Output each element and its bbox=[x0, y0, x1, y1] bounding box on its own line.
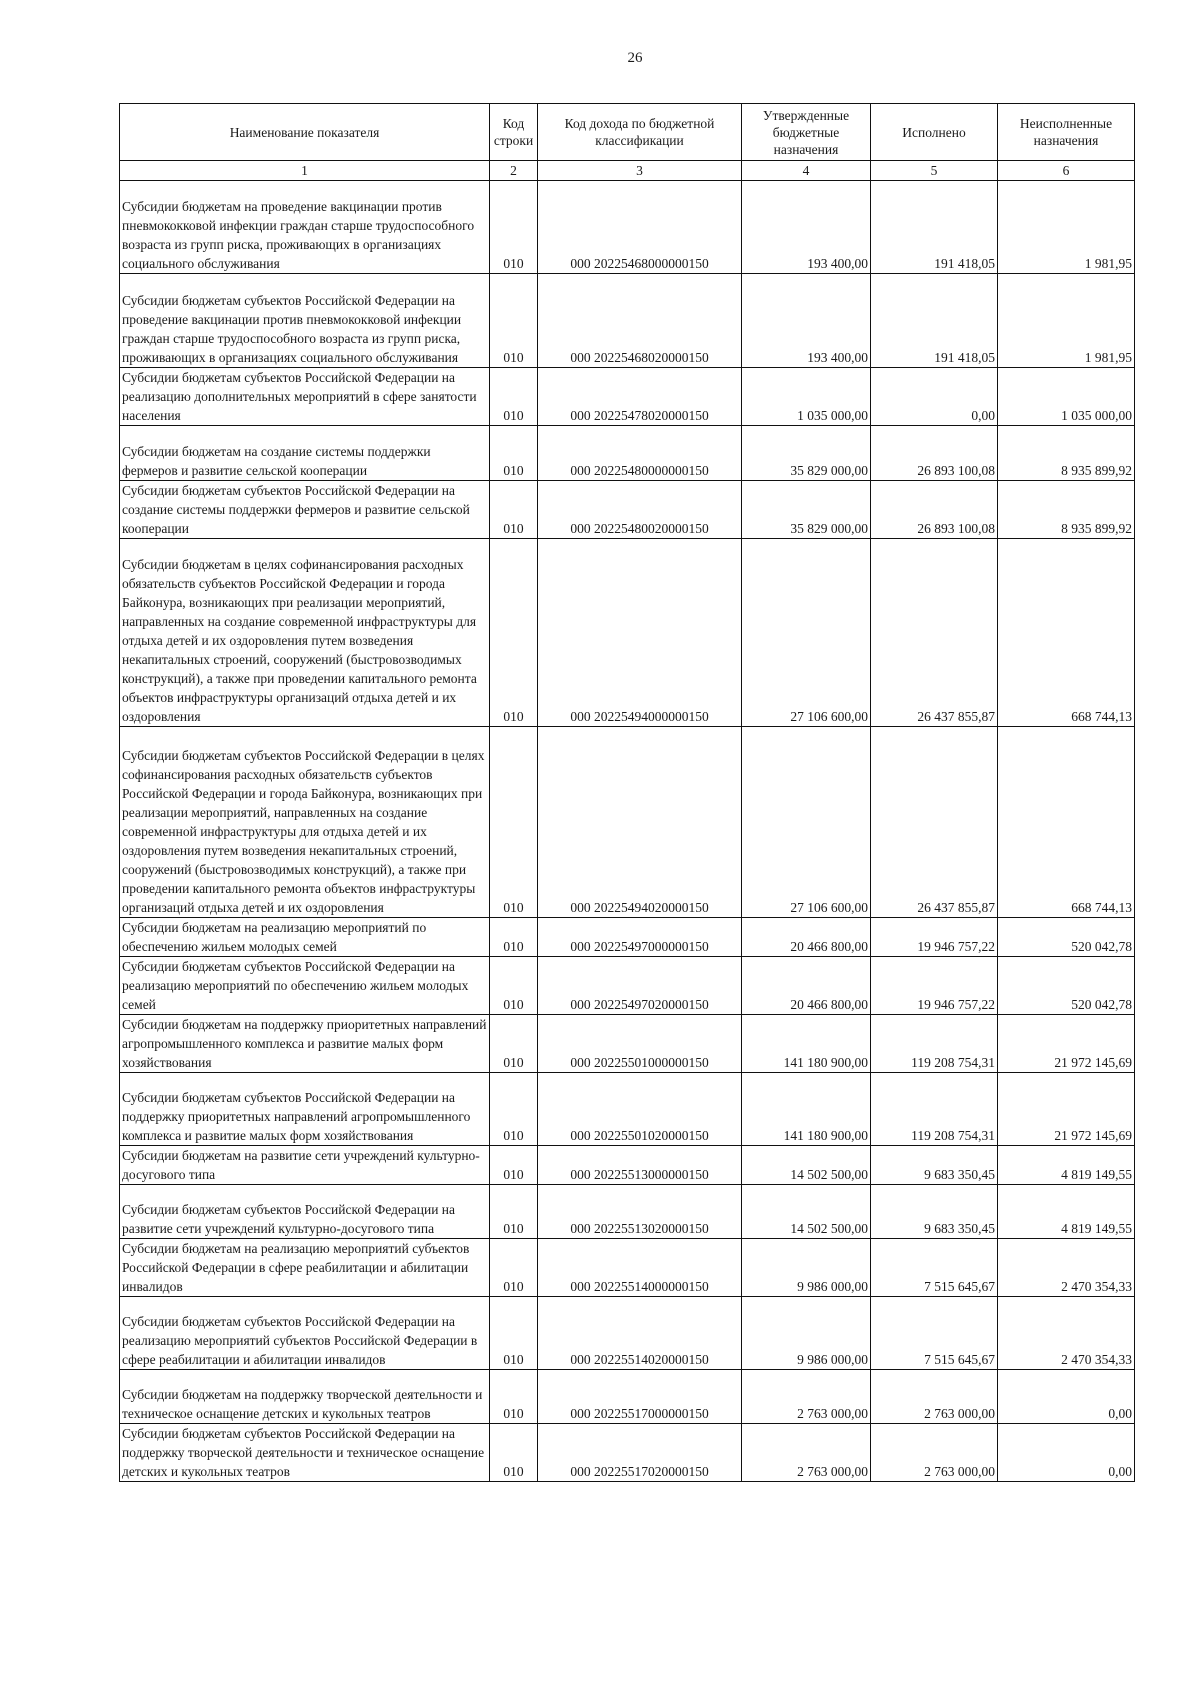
line-code: 010 bbox=[490, 1015, 538, 1073]
indicator-name: Субсидии бюджетам на поддержку приоритетных направлений агропромышленного комплекса и развитие малых форм хозяйствования bbox=[120, 1015, 490, 1073]
approved-amount: 35 829 000,00 bbox=[742, 481, 871, 539]
table-row bbox=[120, 957, 1135, 1015]
unexecuted-amount: 4 819 149,55 bbox=[998, 1146, 1135, 1185]
column-number: 4 bbox=[742, 161, 871, 181]
indicator-name: Субсидии бюджетам субъектов Российской Федерации на реализацию мероприятий по обеспечению жильем молодых семей bbox=[120, 957, 490, 1015]
indicator-name: Субсидии бюджетам на реализацию мероприятий субъектов Российской Федерации в сфере реабилитации и абилитации инвалидов bbox=[120, 1239, 490, 1297]
table-row bbox=[120, 727, 1135, 918]
indicator-name: Субсидии бюджетам субъектов Российской Федерации на развитие сети учреждений культурно-досугового типа bbox=[120, 1185, 490, 1239]
indicator-name: Субсидии бюджетам субъектов Российской Федерации на поддержку приоритетных направлений агропромышленного комплекса и развитие малых форм хозяйствования bbox=[120, 1073, 490, 1146]
page-number: 26 bbox=[627, 50, 643, 66]
line-code: 010 bbox=[490, 539, 538, 727]
income-code: 000 20225517000000150 bbox=[538, 1370, 742, 1424]
income-code: 000 20225517020000150 bbox=[538, 1424, 742, 1482]
executed-amount: 119 208 754,31 bbox=[871, 1015, 998, 1073]
table-row bbox=[120, 1370, 1135, 1424]
column-number: 5 bbox=[871, 161, 998, 181]
line-code: 010 bbox=[490, 727, 538, 918]
income-code: 000 20225514020000150 bbox=[538, 1297, 742, 1370]
line-code: 010 bbox=[490, 1424, 538, 1482]
unexecuted-amount: 668 744,13 bbox=[998, 539, 1135, 727]
header-line-code: Код строки bbox=[490, 104, 538, 161]
executed-amount: 26 893 100,08 bbox=[871, 481, 998, 539]
indicator-name: Субсидии бюджетам в целях софинансирования расходных обязательств субъектов Российской Федерации и города Байконура, возникающих при реализации мероприятий, направленных на создание современной инфраструктуры для отдыха детей и их оздоровления путем возведения некапитальных строений, сооружений (быстровозводимых конструкций), а также при проведении капитального ремонта объектов инфраструктуры организаций отдыха детей и их оздоровления bbox=[120, 539, 490, 727]
indicator-name: Субсидии бюджетам на развитие сети учреждений культурно-досугового типа bbox=[120, 1146, 490, 1185]
income-code: 000 20225514000000150 bbox=[538, 1239, 742, 1297]
table-row bbox=[120, 1073, 1135, 1146]
line-code: 010 bbox=[490, 368, 538, 426]
indicator-name: Субсидии бюджетам субъектов Российской Федерации на реализацию дополнительных мероприятий в сфере занятости населения bbox=[120, 368, 490, 426]
unexecuted-amount: 8 935 899,92 bbox=[998, 426, 1135, 481]
line-code: 010 bbox=[490, 1185, 538, 1239]
unexecuted-amount: 4 819 149,55 bbox=[998, 1185, 1135, 1239]
income-code: 000 20225497020000150 bbox=[538, 957, 742, 1015]
approved-amount: 27 106 600,00 bbox=[742, 727, 871, 918]
budget-report-table bbox=[119, 103, 1135, 1482]
unexecuted-amount: 8 935 899,92 bbox=[998, 481, 1135, 539]
approved-amount: 9 986 000,00 bbox=[742, 1297, 871, 1370]
executed-amount: 119 208 754,31 bbox=[871, 1073, 998, 1146]
unexecuted-amount: 2 470 354,33 bbox=[998, 1239, 1135, 1297]
column-number: 1 bbox=[120, 161, 490, 181]
income-code: 000 20225478020000150 bbox=[538, 368, 742, 426]
unexecuted-amount: 21 972 145,69 bbox=[998, 1015, 1135, 1073]
executed-amount: 26 893 100,08 bbox=[871, 426, 998, 481]
table-row bbox=[120, 918, 1135, 957]
income-code: 000 20225480000000150 bbox=[538, 426, 742, 481]
unexecuted-amount: 520 042,78 bbox=[998, 957, 1135, 1015]
approved-amount: 35 829 000,00 bbox=[742, 426, 871, 481]
income-code: 000 20225468000000150 bbox=[538, 181, 742, 274]
income-code: 000 20225513000000150 bbox=[538, 1146, 742, 1185]
income-code: 000 20225501020000150 bbox=[538, 1073, 742, 1146]
approved-amount: 14 502 500,00 bbox=[742, 1185, 871, 1239]
line-code: 010 bbox=[490, 1297, 538, 1370]
table-row bbox=[120, 274, 1135, 368]
table-row bbox=[120, 368, 1135, 426]
indicator-name: Субсидии бюджетам на проведение вакцинации против пневмококковой инфекции граждан старше трудоспособного возраста из групп риска, проживающих в организациях социального обслуживания bbox=[120, 181, 490, 274]
unexecuted-amount: 1 035 000,00 bbox=[998, 368, 1135, 426]
executed-amount: 26 437 855,87 bbox=[871, 539, 998, 727]
line-code: 010 bbox=[490, 1370, 538, 1424]
indicator-name: Субсидии бюджетам на поддержку творческой деятельности и техническое оснащение детских и кукольных театров bbox=[120, 1370, 490, 1424]
income-code: 000 20225468020000150 bbox=[538, 274, 742, 368]
income-code: 000 20225497000000150 bbox=[538, 918, 742, 957]
line-code: 010 bbox=[490, 181, 538, 274]
income-code: 000 20225494000000150 bbox=[538, 539, 742, 727]
table-row bbox=[120, 1239, 1135, 1297]
line-code: 010 bbox=[490, 957, 538, 1015]
header-row bbox=[120, 104, 1135, 161]
table-row bbox=[120, 426, 1135, 481]
table-row bbox=[120, 1297, 1135, 1370]
unexecuted-amount: 2 470 354,33 bbox=[998, 1297, 1135, 1370]
header-indicator-name: Наименование показателя bbox=[120, 104, 490, 161]
executed-amount: 2 763 000,00 bbox=[871, 1370, 998, 1424]
indicator-name: Субсидии бюджетам субъектов Российской Федерации на поддержку творческой деятельности и техническое оснащение детских и кукольных театров bbox=[120, 1424, 490, 1482]
table-row bbox=[120, 481, 1135, 539]
approved-amount: 27 106 600,00 bbox=[742, 539, 871, 727]
executed-amount: 0,00 bbox=[871, 368, 998, 426]
indicator-name: Субсидии бюджетам субъектов Российской Федерации на проведение вакцинации против пневмококковой инфекции граждан старше трудоспособного возраста из групп риска, проживающих в организациях социального обслуживания bbox=[120, 274, 490, 368]
approved-amount: 20 466 800,00 bbox=[742, 918, 871, 957]
executed-amount: 7 515 645,67 bbox=[871, 1239, 998, 1297]
line-code: 010 bbox=[490, 918, 538, 957]
line-code: 010 bbox=[490, 1239, 538, 1297]
income-code: 000 20225501000000150 bbox=[538, 1015, 742, 1073]
line-code: 010 bbox=[490, 274, 538, 368]
line-code: 010 bbox=[490, 1073, 538, 1146]
approved-amount: 1 035 000,00 bbox=[742, 368, 871, 426]
indicator-name: Субсидии бюджетам субъектов Российской Федерации на реализацию мероприятий субъектов Российской Федерации в сфере реабилитации и абилитации инвалидов bbox=[120, 1297, 490, 1370]
income-code: 000 20225480020000150 bbox=[538, 481, 742, 539]
approved-amount: 193 400,00 bbox=[742, 181, 871, 274]
income-code: 000 20225513020000150 bbox=[538, 1185, 742, 1239]
unexecuted-amount: 0,00 bbox=[998, 1424, 1135, 1482]
column-number: 6 bbox=[998, 161, 1135, 181]
table-row bbox=[120, 539, 1135, 727]
column-number: 3 bbox=[538, 161, 742, 181]
header-executed: Исполнено bbox=[871, 104, 998, 161]
executed-amount: 9 683 350,45 bbox=[871, 1146, 998, 1185]
approved-amount: 141 180 900,00 bbox=[742, 1015, 871, 1073]
unexecuted-amount: 1 981,95 bbox=[998, 274, 1135, 368]
line-code: 010 bbox=[490, 1146, 538, 1185]
table-body bbox=[120, 181, 1135, 1482]
executed-amount: 7 515 645,67 bbox=[871, 1297, 998, 1370]
column-number: 2 bbox=[490, 161, 538, 181]
indicator-name: Субсидии бюджетам на реализацию мероприятий по обеспечению жильем молодых семей bbox=[120, 918, 490, 957]
line-code: 010 bbox=[490, 426, 538, 481]
approved-amount: 2 763 000,00 bbox=[742, 1424, 871, 1482]
indicator-name: Субсидии бюджетам субъектов Российской Федерации в целях софинансирования расходных обязательств субъектов Российской Федерации и города Байконура, возникающих при реализации мероприятий, направленных на создание современной инфраструктуры для отдыха детей и их оздоровления путем возведения некапитальных строений, сооружений (быстровозводимых конструкций), а также при проведении капитального ремонта объектов инфраструктуры организаций отдыха детей и их оздоровления bbox=[120, 727, 490, 918]
income-code: 000 20225494020000150 bbox=[538, 727, 742, 918]
unexecuted-amount: 0,00 bbox=[998, 1370, 1135, 1424]
executed-amount: 26 437 855,87 bbox=[871, 727, 998, 918]
unexecuted-amount: 1 981,95 bbox=[998, 181, 1135, 274]
unexecuted-amount: 668 744,13 bbox=[998, 727, 1135, 918]
executed-amount: 19 946 757,22 bbox=[871, 957, 998, 1015]
executed-amount: 191 418,05 bbox=[871, 181, 998, 274]
executed-amount: 2 763 000,00 bbox=[871, 1424, 998, 1482]
table-row bbox=[120, 1015, 1135, 1073]
executed-amount: 9 683 350,45 bbox=[871, 1185, 998, 1239]
approved-amount: 9 986 000,00 bbox=[742, 1239, 871, 1297]
table-row bbox=[120, 181, 1135, 274]
approved-amount: 14 502 500,00 bbox=[742, 1146, 871, 1185]
executed-amount: 191 418,05 bbox=[871, 274, 998, 368]
unexecuted-amount: 520 042,78 bbox=[998, 918, 1135, 957]
line-code: 010 bbox=[490, 481, 538, 539]
header-income-code: Код дохода по бюджетной классификации bbox=[538, 104, 742, 161]
header-approved: Утвержденные бюджетные назначения bbox=[742, 104, 871, 161]
table-row bbox=[120, 1146, 1135, 1185]
approved-amount: 193 400,00 bbox=[742, 274, 871, 368]
approved-amount: 2 763 000,00 bbox=[742, 1370, 871, 1424]
approved-amount: 141 180 900,00 bbox=[742, 1073, 871, 1146]
column-number-row bbox=[120, 161, 1135, 181]
indicator-name: Субсидии бюджетам на создание системы поддержки фермеров и развитие сельской кооперации bbox=[120, 426, 490, 481]
approved-amount: 20 466 800,00 bbox=[742, 957, 871, 1015]
table-row bbox=[120, 1424, 1135, 1482]
table-row bbox=[120, 1185, 1135, 1239]
indicator-name: Субсидии бюджетам субъектов Российской Федерации на создание системы поддержки фермеров и развитие сельской кооперации bbox=[120, 481, 490, 539]
unexecuted-amount: 21 972 145,69 bbox=[998, 1073, 1135, 1146]
header-unexecuted: Неисполненные назначения bbox=[998, 104, 1135, 161]
executed-amount: 19 946 757,22 bbox=[871, 918, 998, 957]
